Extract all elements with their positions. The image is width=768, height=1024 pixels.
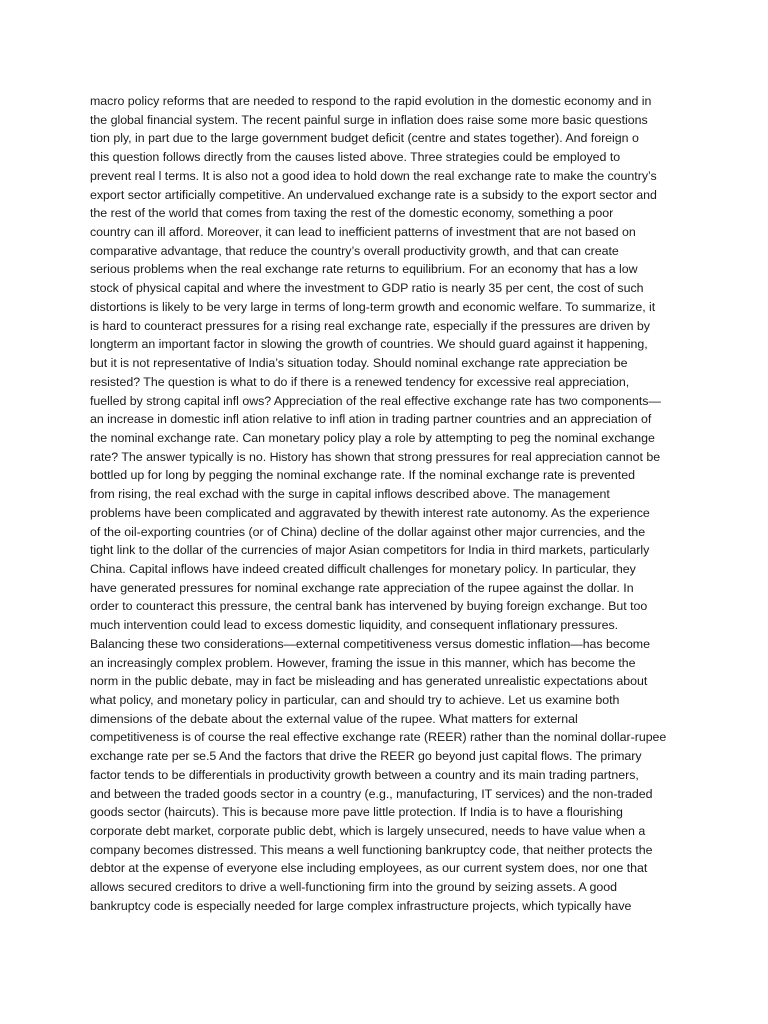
text-line: macro policy reforms that are needed to respond to the rapid evolution in the domestic economy and in xyxy=(90,94,652,108)
text-line: an increasingly complex problem. However, framing the issue in this manner, which has become the xyxy=(90,655,636,670)
text-line: of the oil-exporting countries (or of China) decline of the dollar against other major currencies, and the xyxy=(90,524,646,539)
text-line: the rest of the world that comes from taxing the rest of the domestic economy, something a poor xyxy=(90,206,614,221)
body-text xyxy=(90,92,690,916)
text-line: resisted? The question is what to do if there is a renewed tendency for excessive real appreciation, xyxy=(90,374,630,389)
text-line: tight link to the dollar of the currencies of major Asian competitors for India in third markets, particularly xyxy=(90,543,650,558)
text-line: allows secured creditors to drive a well-functioning firm into the ground by seizing assets. A good xyxy=(90,880,617,895)
text-line: fuelled by strong capital infl ows? Appreciation of the real effective exchange rate has two components— xyxy=(90,393,661,408)
text-line: from rising, the real exchad with the surge in capital inflows described above. The management xyxy=(90,487,610,502)
text-line: this question follows directly from the causes listed above. Three strategies could be employed to xyxy=(90,150,621,165)
text-line: the global financial system. The recent painful surge in inflation does raise some more basic questions xyxy=(90,112,648,127)
text-line: China. Capital inflows have indeed created difficult challenges for monetary policy. In particular, they xyxy=(90,561,636,576)
text-line: longterm an important factor in slowing the growth of countries. We should guard against it happening, xyxy=(90,337,648,352)
text-line: tion ply, in part due to the large government budget deficit (centre and states together). And foreign o xyxy=(90,131,639,146)
text-line: exchange rate per se.5 And the factors that drive the REER go beyond just capital flows. The primary xyxy=(90,749,642,764)
text-line: corporate debt market, corporate public debt, which is largely unsecured, needs to have value when a xyxy=(90,824,646,839)
text-line: problems have been complicated and aggravated by thewith interest rate autonomy. As the experience xyxy=(90,505,650,520)
text-line: company becomes distressed. This means a well functioning bankruptcy code, that neither protects the xyxy=(90,842,653,857)
text-line: much intervention could lead to excess domestic liquidity, and consequent inflationary pressures. xyxy=(90,618,619,633)
text-line: Balancing these two considerations—external competitiveness versus domestic inflation—has become xyxy=(90,636,650,651)
text-line: but it is not representative of India’s situation today. Should nominal exchange rate appreciation be xyxy=(90,356,628,371)
text-line: have generated pressures for nominal exchange rate appreciation of the rupee against the dollar. In xyxy=(90,580,634,595)
text-line: what policy, and monetary policy in particular, can and should try to achieve. Let us examine both xyxy=(90,693,620,707)
text-line: debtor at the expense of everyone else including employees, as our current system does, nor one that xyxy=(90,861,648,876)
text-line: rate? The answer typically is no. History has shown that strong pressures for real appreciation cannot be xyxy=(90,449,661,464)
text-line: prevent real l terms. It is also not a good idea to hold down the real exchange rate to make the country’s xyxy=(90,168,657,183)
text-line: is hard to counteract pressures for a rising real exchange rate, especially if the pressures are driven by xyxy=(90,318,650,333)
text-line: the nominal exchange rate. Can monetary policy play a role by attempting to peg the nominal exchange xyxy=(90,430,655,445)
text-line: bankruptcy code is especially needed for large complex infrastructure projects, which typically have xyxy=(90,898,632,913)
text-line: stock of physical capital and where the investment to GDP ratio is nearly 35 per cent, the cost of such xyxy=(90,281,644,296)
text-line: an increase in domestic infl ation relative to infl ation in trading partner countries and an appreciation of xyxy=(90,412,652,427)
text-line: bottled up for long by pegging the nominal exchange rate. If the nominal exchange rate is prevented xyxy=(90,468,635,483)
text-line: order to counteract this pressure, the central bank has intervened by buying foreign exchange. But too xyxy=(90,599,648,614)
text-line: norm in the public debate, may in fact be misleading and has generated unrealistic expectations about xyxy=(90,674,648,689)
text-line: goods sector (haircuts). This is because more pave little protection. If India is to have a flourishing xyxy=(90,805,623,820)
text-line: comparative advantage, that reduce the country’s overall productivity growth, and that can create xyxy=(90,243,619,258)
text-line: and between the traded goods sector in a country (e.g., manufacturing, IT services) and the non-traded xyxy=(90,786,653,801)
text-line: dimensions of the debate about the external value of the rupee. What matters for external xyxy=(90,711,578,726)
text-line: distortions is likely to be very large in terms of long-term growth and economic welfare. To summarize, it xyxy=(90,299,656,314)
text-line: factor tends to be differentials in productivity growth between a country and its main trading partners, xyxy=(90,767,639,782)
text-line: serious problems when the real exchange rate returns to equilibrium. For an economy that has a low xyxy=(90,262,638,277)
text-line: export sector artificially competitive. An undervalued exchange rate is a subsidy to the export sector and xyxy=(90,187,657,202)
text-line: competitiveness is of course the real effective exchange rate (REER) rather than the nominal dollar-rupee xyxy=(90,730,667,745)
text-line: country can ill afford. Moreover, it can lead to inefficient patterns of investment that are not based on xyxy=(90,225,636,240)
